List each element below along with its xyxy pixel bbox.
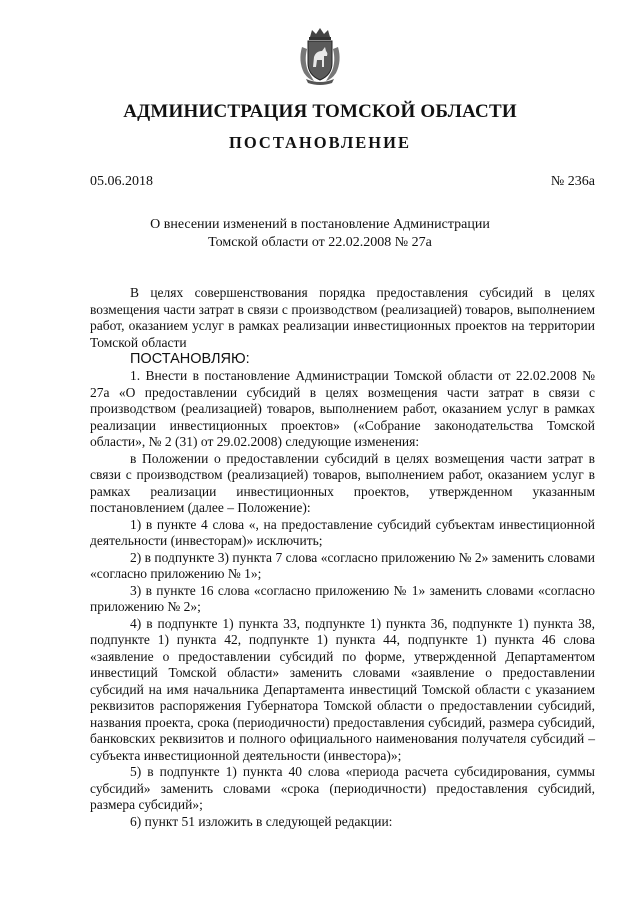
subject-line: О внесении изменений в постановление Администрации — [150, 217, 490, 232]
subject-line: Томской области от 22.02.2008 № 27а — [208, 235, 432, 250]
document-number: № 236а — [550, 174, 595, 189]
decree-heading: ПОСТАНОВЛЯЮ: — [130, 351, 250, 367]
body-paragraph: 1. Внести в постановление Администрации Томской области от 22.02.2008 № 27а «О предоставлении субсидий в целях возмещения части затрат в связи с производством (реализацией) товаров, выполнением работ, оказанием услуг в рамках реализации инвестиционных проектов» («Собрание законодательства Томской области», № 2 (31) от 29.02.2008) следующие изменения: — [90, 368, 595, 449]
list-item: 4) в подпункте 1) пункта 33, подпункте 1) пункта 36, подпункте 1) пункта 38, подпункте 1) пункта 42, подпункте 1) пункта 44, подпункте 1) пункта 46 слова «заявление о предоставлении субсидий по форме, утвержденной Департаментом инвестиций Томской области» заменить словами «заявление о предоставлении субсидий на имя начальника Департамента инвестиций Томской области с указанием реквизитов распоряжения Губернатора Томской области о предоставлении субсидий, названия проекта, срока (периодичности) предоставления субсидий, размера субсидий, банковских реквизитов и полного официального наименования получателя субсидий – субъекта инвестиционной деятельности (инвестора)»; — [90, 615, 595, 763]
document-subject — [100, 216, 540, 252]
list-item: 3) в пункте 16 слова «согласно приложению № 1» заменить словами «согласно приложению № 2»; — [90, 582, 595, 614]
preamble-paragraph: В целях совершенствования порядка предоставления субсидий в целях возмещения части затрат в связи с производством (реализацией) товаров, выполнением работ, оказанием услуг в рамках реализации инвестиционных проектов на территории Томской области — [90, 285, 595, 350]
document-date: 05.06.2018 — [90, 174, 153, 189]
document-type: ПОСТАНОВЛЕНИЕ — [229, 133, 411, 152]
list-item: 5) в подпункте 1) пункта 40 слова «периода расчета субсидирования, суммы субсидий» заменить словами «срока (периодичности) предоставления субсидий, размера субсидий»; — [90, 764, 595, 812]
list-item: 2) в подпункте 3) пункта 7 слова «согласно приложению № 2» заменить словами «согласно приложению № 1»; — [90, 549, 595, 581]
coat-of-arms-icon — [296, 27, 344, 85]
body-paragraph: в Положении о предоставлении субсидий в целях возмещения части затрат в связи с производством (реализацией) товаров, выполнением работ, оказанием услуг в рамках реализации инвестиционных проектов, утвержденном указанным постановлением (далее – Положение): — [90, 450, 595, 515]
list-item: 6) пункт 51 изложить в следующей редакции: — [130, 813, 393, 829]
list-item: 1) в пункте 4 слова «, на предоставление субсидий субъектам инвестиционной деятельности (инвесторам)» исключить; — [90, 516, 595, 548]
document-body — [90, 285, 595, 830]
organization-title: АДМИНИСТРАЦИЯ ТОМСКОЙ ОБЛАСТИ — [123, 101, 517, 122]
